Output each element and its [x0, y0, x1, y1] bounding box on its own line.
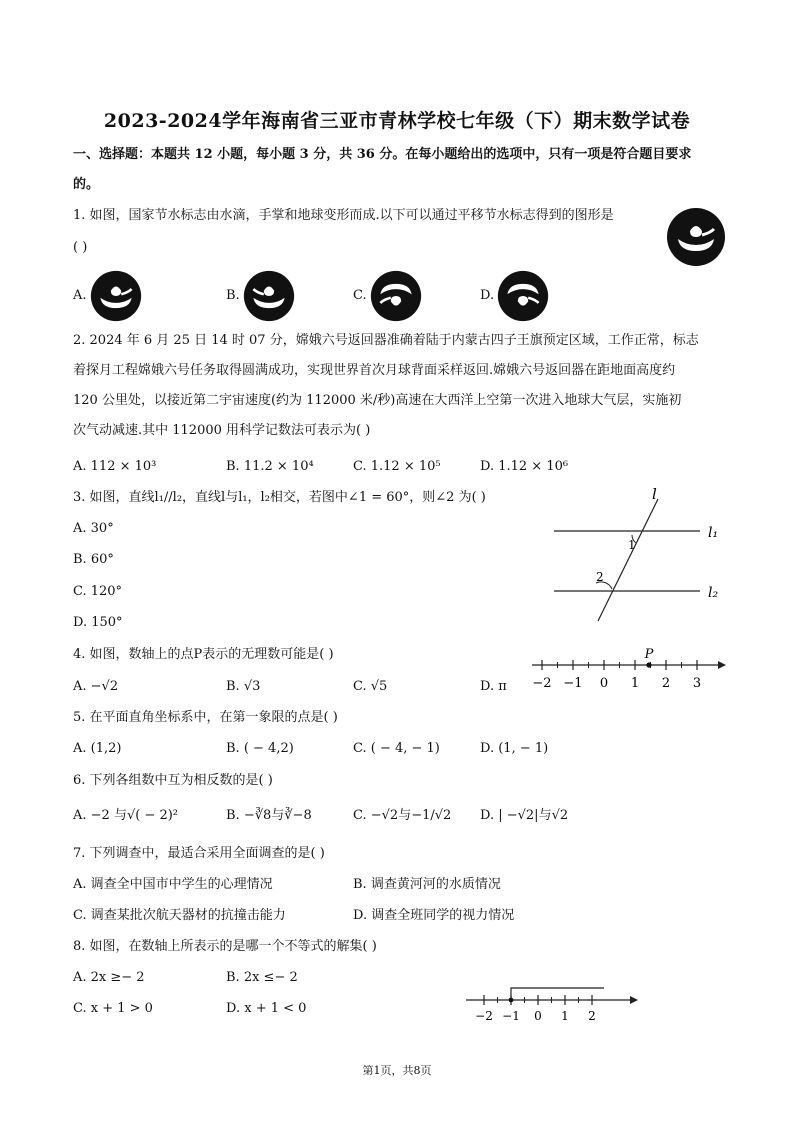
q2-stem-line2: 着探月工程嫦娥六号任务取得圆满成功，实现世界首次月球背面采样返回.嫦娥六号返回器在距地面高度约	[73, 363, 676, 378]
angle-2-label: 2	[596, 570, 604, 584]
tick-label: 0	[534, 1009, 542, 1023]
tick-label: −2	[475, 1009, 493, 1023]
q4-number-line	[528, 645, 728, 695]
q4-option-c: C. √5	[353, 679, 388, 694]
q4-option-d: D. π	[480, 679, 507, 694]
q2-option-c: C. 1.12 × 10⁵	[353, 459, 441, 474]
tick-label: −2	[532, 676, 552, 691]
angle-1-label: 1	[628, 538, 636, 552]
q3-stem: 3. 如图，直线l₁//l₂，直线l与l₁，l₂相交，若图中∠1 = 60°，则∠2 为( )	[73, 490, 486, 505]
q6-option-c: C. −√2与−1/√2	[353, 808, 452, 823]
q3-option-d: D. 150°	[73, 615, 123, 630]
q1-option-d-emblem	[497, 270, 549, 322]
q8-option-c: C. x + 1 > 0	[73, 1001, 153, 1016]
q3-parallel-lines-figure	[540, 485, 730, 625]
label-l2: l₂	[708, 585, 719, 601]
tick-label: −1	[502, 1009, 520, 1023]
label-l: l	[652, 485, 657, 503]
q5-option-d: D. (1, − 1)	[480, 741, 549, 756]
q1-option-c-label: C.	[353, 288, 367, 303]
tick-label: 1	[561, 1009, 569, 1023]
section-header-line2: 的。	[73, 177, 100, 192]
q1-stem-line1: 1. 如图，国家节水标志由水滴，手掌和地球变形而成.以下可以通过平移节水标志得到的图形是	[73, 208, 614, 223]
tick-label: 3	[692, 676, 702, 691]
q8-option-b: B. 2x ≤− 2	[226, 970, 298, 985]
q8-option-d: D. x + 1 < 0	[226, 1001, 307, 1016]
q5-option-b: B. ( − 4,2)	[226, 741, 294, 756]
q7-option-d: D. 调查全班同学的视力情况	[353, 908, 515, 923]
q6-option-d: D. | −√2|与√2	[480, 808, 569, 823]
tick-label: 0	[599, 676, 609, 691]
q4-stem: 4. 如图，数轴上的点P表示的无理数可能是( )	[73, 647, 334, 662]
q8-stem: 8. 如图，在数轴上所表示的是哪一个不等式的解集( )	[73, 939, 377, 954]
q6-option-a: A. −2 与√( − 2)²	[73, 808, 179, 823]
q1-option-a-emblem	[90, 270, 142, 322]
q5-option-c: C. ( − 4, − 1)	[353, 741, 440, 756]
q1-option-b-label: B.	[226, 288, 240, 303]
section-header-line1: 一、选择题：本题共 12 小题，每小题 3 分，共 36 分。在每小题给出的选项中，只有一项是符合题目要求	[73, 147, 692, 162]
tick-label: −1	[563, 676, 583, 691]
q2-option-b: B. 11.2 × 10⁴	[226, 459, 314, 474]
q3-option-c: C. 120°	[73, 584, 123, 599]
q5-option-a: A. (1,2)	[73, 741, 122, 756]
tick-label: 1	[630, 676, 640, 691]
q7-option-a: A. 调查全中国市中学生的心理情况	[73, 877, 273, 892]
label-l1: l₁	[708, 525, 719, 541]
q2-option-d: D. 1.12 × 10⁶	[480, 459, 569, 474]
page-title: 2023-2024学年海南省三亚市青林学校七年级（下）期末数学试卷	[103, 110, 691, 132]
tick-label: 2	[661, 676, 671, 691]
water-saving-emblem	[666, 207, 726, 267]
boundary-point	[509, 998, 514, 1003]
q2-stem-line1: 2. 2024 年 6 月 25 日 14 时 07 分，嫦娥六号返回器准确着陆于内蒙古四子王旗预定区域，工作正常，标志	[73, 333, 699, 348]
q7-stem: 7. 下列调查中，最适合采用全面调查的是( )	[73, 846, 325, 861]
q6-stem: 6. 下列各组数中互为相反数的是( )	[73, 773, 273, 788]
q2-option-a: A. 112 × 10³	[73, 459, 157, 474]
q7-option-c: C. 调查某批次航天器材的抗撞击能力	[73, 908, 286, 923]
q8-number-line	[462, 980, 642, 1024]
point-p	[646, 662, 651, 667]
page-footer: 第1页，共8页	[362, 1064, 432, 1077]
tick-label: 2	[588, 1009, 596, 1023]
q4-option-a: A. −√2	[73, 679, 119, 694]
q1-stem-line2: ( )	[73, 240, 88, 255]
q3-option-b: B. 60°	[73, 552, 114, 567]
q1-option-d-label: D.	[480, 288, 495, 303]
q1-option-c-emblem	[370, 270, 422, 322]
q6-option-b: B. −∛8与∛−8	[226, 808, 312, 823]
point-p-label: P	[644, 647, 654, 662]
q8-option-a: A. 2x ≥− 2	[73, 970, 145, 985]
q2-stem-line3: 120 公里处，以接近第二宇宙速度(约为 112000 米/秒)高速在大西洋上空第一次进入地球大气层，实施初	[73, 393, 682, 408]
line-l	[598, 499, 658, 621]
q1-option-a-label: A.	[73, 288, 87, 303]
q1-option-b-emblem	[243, 270, 295, 322]
q3-option-a: A. 30°	[73, 521, 114, 536]
q7-option-b: B. 调查黄河河的水质情况	[353, 877, 501, 892]
q2-stem-line4: 次气动减速.其中 112000 用科学记数法可表示为( )	[73, 423, 371, 438]
q5-stem: 5. 在平面直角坐标系中，在第一象限的点是( )	[73, 710, 338, 725]
q4-option-b: B. √3	[226, 679, 261, 694]
